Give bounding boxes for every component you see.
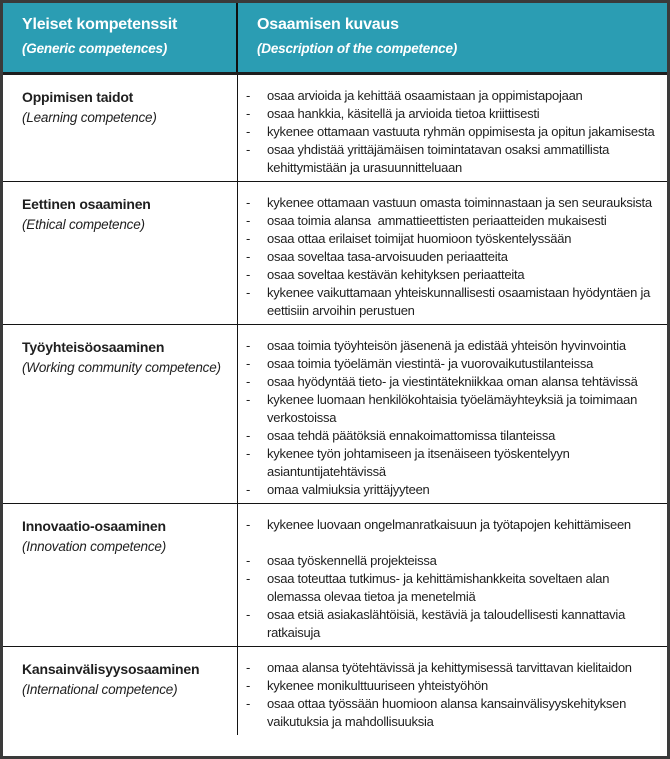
bullet-text: kykenee ottamaan vastuuta ryhmän oppimisesta ja opitun jakamisesta — [267, 124, 655, 139]
bullet-text: osaa arvioida ja kehittää osaamistaan ja oppimistapojaan — [267, 88, 583, 103]
competence-subtitle: (Innovation competence) — [22, 539, 166, 554]
bullet-text: osaa soveltaa tasa-arvoisuuden periaatteita — [267, 249, 508, 264]
competence-cell — [3, 647, 238, 735]
bullet-dash: - — [246, 482, 251, 497]
bullet-text: osaa yhdistää yrittäjämäisen toimintatavan osaksi ammatillista kehittymistään ja urasuunnitteluaan — [267, 142, 613, 175]
bullet-dash: - — [246, 696, 251, 711]
table-row — [3, 504, 667, 647]
bullet-text: kykenee ottamaan vastuun omasta toiminnastaan ja sen seurauksista — [267, 195, 652, 210]
bullet-dash: - — [246, 392, 251, 407]
bullet-list — [246, 659, 655, 731]
header-title-fi: Yleiset kompetenssit — [22, 16, 178, 33]
header-subtitle-en: (Generic competences) — [22, 41, 168, 56]
table-row — [3, 182, 667, 325]
bullet-dash: - — [246, 571, 251, 586]
bullet-dash: - — [246, 249, 251, 264]
bullet-item — [246, 284, 655, 320]
bullet-item — [246, 606, 655, 642]
bullet-item — [246, 266, 655, 284]
bullet-list — [246, 194, 655, 320]
bullet-text: osaa toteuttaa tutkimus- ja kehittämishankkeita soveltaen alan olemassa olevaa tietoa ja menetelmiä — [267, 571, 613, 604]
description-cell — [238, 647, 667, 735]
competence-subtitle: (International competence) — [22, 682, 178, 697]
competence-cell — [3, 182, 238, 324]
table-row — [3, 75, 667, 182]
bullet-text: osaa toimia alansa ammattieettisten periaatteiden mukaisesti — [267, 213, 607, 228]
competence-cell — [3, 325, 238, 503]
bullet-text: osaa tehdä päätöksiä ennakoimattomissa tilanteissa — [267, 428, 556, 443]
bullet-item — [246, 552, 655, 570]
bullet-item — [246, 695, 655, 731]
competence-title: Kansainvälisyysosaaminen — [22, 661, 200, 677]
competence-title: Innovaatio-osaaminen — [22, 518, 166, 534]
competence-subtitle: (Working community competence) — [22, 360, 221, 375]
bullet-list — [246, 516, 655, 642]
bullet-text: osaa ottaa työssään huomioon alansa kansainvälisyyskehityksen vaikutuksia ja mahdollisuuksia — [267, 696, 630, 729]
bullet-list — [246, 87, 655, 177]
table-row — [3, 647, 667, 735]
bullet-dash: - — [246, 553, 251, 568]
bullet-dash: - — [246, 374, 251, 389]
bullet-dash: - — [246, 213, 251, 228]
bullet-item — [246, 391, 655, 427]
header-cell-description — [238, 3, 667, 72]
bullet-text: osaa soveltaa kestävän kehityksen periaatteita — [267, 267, 525, 282]
competence-title: Eettinen osaaminen — [22, 196, 151, 212]
bullet-item — [246, 677, 655, 695]
bullet-item — [246, 141, 655, 177]
bullet-dash: - — [246, 142, 251, 157]
bullet-text: omaa valmiuksia yrittäjyyteen — [267, 482, 430, 497]
header-title-fi: Osaamisen kuvaus — [257, 16, 399, 33]
bullet-item — [246, 427, 655, 445]
bullet-text: kykenee luomaan henkilökohtaisia työelämäyhteyksiä ja toimimaan verkostoissa — [267, 392, 641, 425]
bullet-text: kykenee vaikuttamaan yhteiskunnallisesti osaamistaan hyödyntäen ja eettisiin arvoihin perustuen — [267, 285, 654, 318]
bullet-item — [246, 194, 655, 212]
bullet-text: kykenee luovaan ongelmanratkaisuun ja työtapojen kehittämiseen — [267, 517, 631, 532]
table-body — [3, 75, 667, 735]
bullet-spacer — [246, 534, 655, 552]
bullet-item — [246, 123, 655, 141]
bullet-item — [246, 212, 655, 230]
bullet-dash: - — [246, 338, 251, 353]
bullet-text: osaa toimia työyhteisön jäsenenä ja edistää yhteisön hyvinvointia — [267, 338, 626, 353]
bullet-text: osaa ottaa erilaiset toimijat huomioon työskentelyssään — [267, 231, 572, 246]
bullet-item — [246, 355, 655, 373]
bullet-item — [246, 230, 655, 248]
bullet-dash: - — [246, 428, 251, 443]
bullet-text: osaa etsiä asiakaslähtöisiä, kestäviä ja taloudellisesti kannattavia ratkaisuja — [267, 607, 629, 640]
bullet-text: kykenee työn johtamiseen ja itsenäiseen työskentelyyn asiantuntijatehtävissä — [267, 446, 573, 479]
table-row — [3, 325, 667, 504]
bullet-item — [246, 516, 655, 534]
competence-cell — [3, 504, 238, 646]
bullet-item — [246, 105, 655, 123]
header-cell-generic-competences — [3, 3, 238, 72]
bullet-dash: - — [246, 267, 251, 282]
description-cell — [238, 75, 667, 181]
bullet-item — [246, 445, 655, 481]
bullet-dash: - — [246, 678, 251, 693]
bullet-dash: - — [246, 195, 251, 210]
bullet-dash: - — [246, 106, 251, 121]
bullet-dash: - — [246, 660, 251, 675]
bullet-item — [246, 481, 655, 499]
bullet-dash: - — [246, 124, 251, 139]
bullet-text: kykenee monikulttuuriseen yhteistyöhön — [267, 678, 489, 693]
bullet-dash: - — [246, 607, 251, 622]
bullet-dash: - — [246, 517, 251, 532]
table-header-row — [3, 3, 667, 75]
competence-title: Oppimisen taidot — [22, 89, 134, 105]
competence-subtitle: (Ethical competence) — [22, 217, 145, 232]
bullet-text: osaa toimia työelämän viestintä- ja vuorovaikutustilanteissa — [267, 356, 594, 371]
bullet-item — [246, 659, 655, 677]
bullet-item — [246, 248, 655, 266]
bullet-item — [246, 373, 655, 391]
bullet-item — [246, 87, 655, 105]
bullet-dash: - — [246, 356, 251, 371]
bullet-dash: - — [246, 88, 251, 103]
header-subtitle-en: (Description of the competence) — [257, 41, 458, 56]
bullet-text: osaa työskennellä projekteissa — [267, 553, 437, 568]
description-cell — [238, 504, 667, 646]
bullet-item — [246, 337, 655, 355]
competence-subtitle: (Learning competence) — [22, 110, 157, 125]
competence-title: Työyhteisöosaaminen — [22, 339, 165, 355]
bullet-text: osaa hyödyntää tieto- ja viestintätekniikkaa oman alansa tehtävissä — [267, 374, 638, 389]
description-cell — [238, 182, 667, 324]
bullet-list — [246, 337, 655, 499]
description-cell — [238, 325, 667, 503]
competence-cell — [3, 75, 238, 181]
bullet-dash: - — [246, 285, 251, 300]
bullet-dash: - — [246, 446, 251, 461]
bullet-text: osaa hankkia, käsitellä ja arvioida tietoa kriittisesti — [267, 106, 540, 121]
bullet-dash: - — [246, 231, 251, 246]
bullet-text: omaa alansa työtehtävissä ja kehittymisessä tarvittavan kielitaidon — [267, 660, 632, 675]
bullet-item — [246, 570, 655, 606]
